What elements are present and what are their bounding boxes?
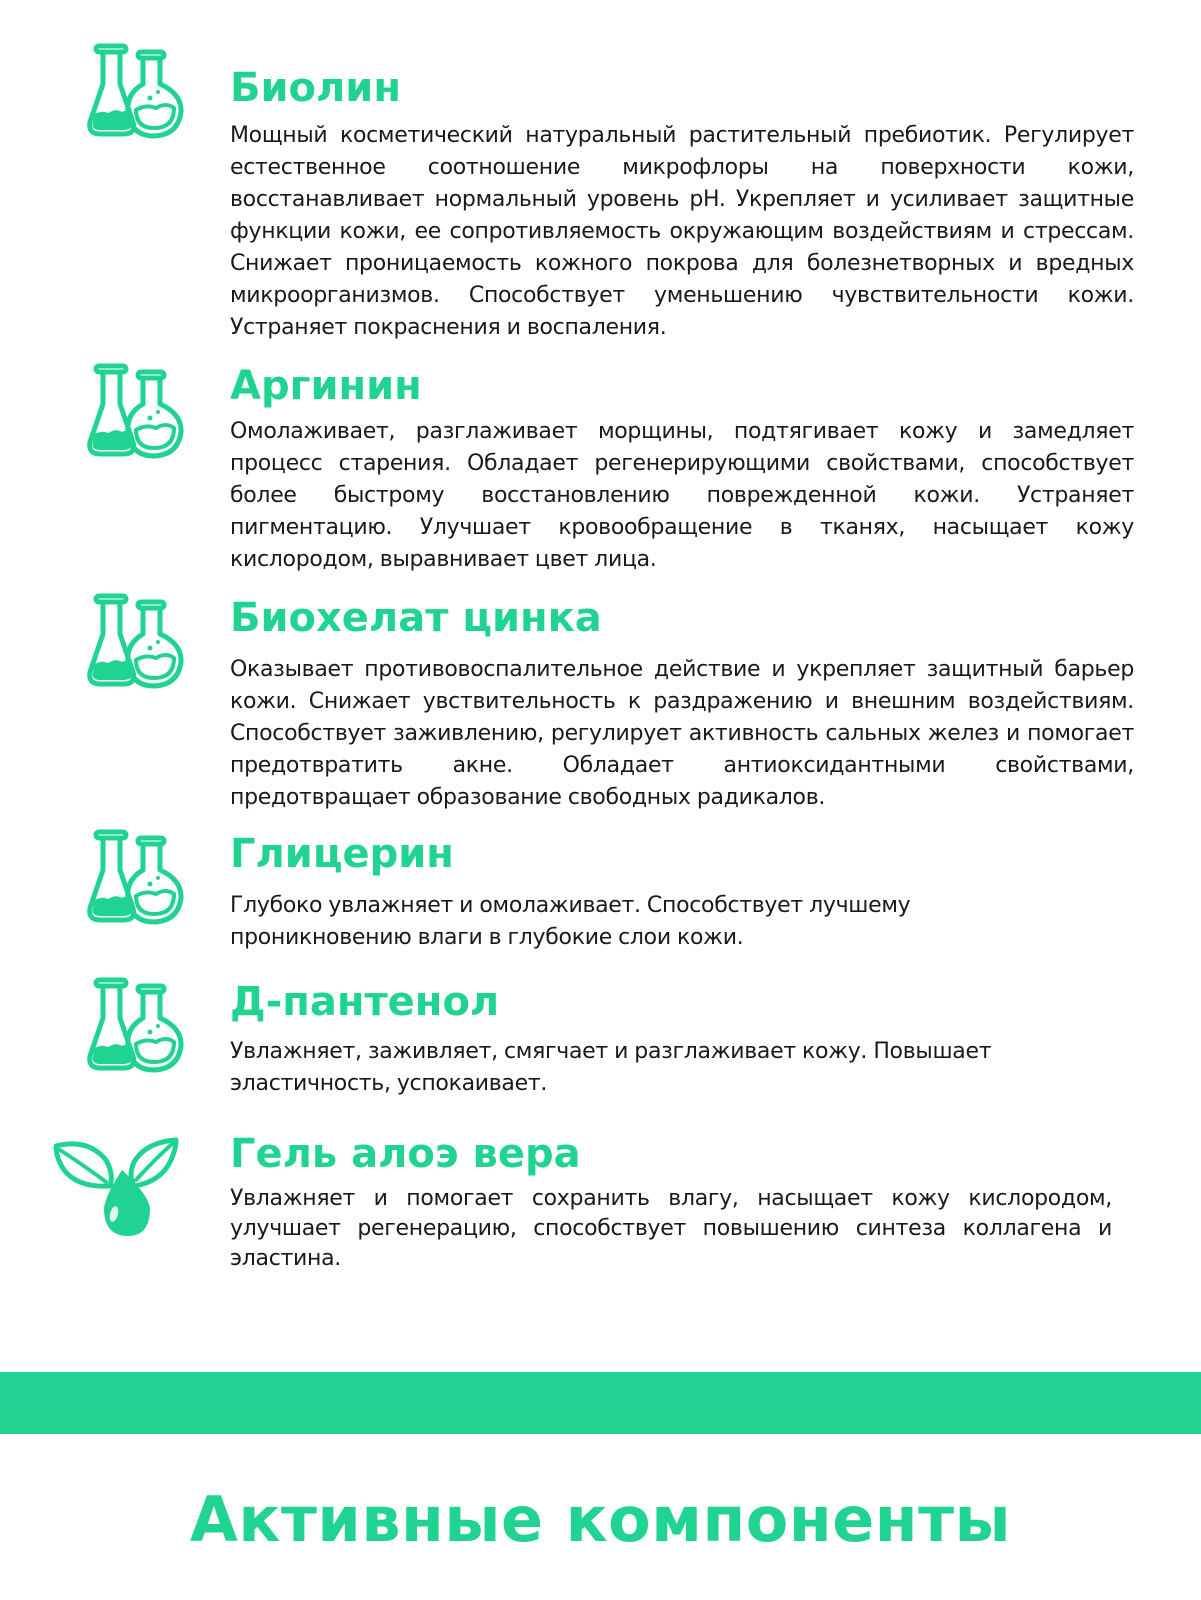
- accent-band: [0, 1372, 1201, 1434]
- flask-icon: [86, 828, 190, 928]
- ingredient-title: Глицерин: [230, 831, 454, 877]
- ingredient-description: Увлажняет и помогает сохранить влагу, насыщает кожу кислородом, улучшает регенерацию, способствует повышению синтеза коллагена и эластина.: [230, 1186, 1112, 1271]
- ingredient-description: Омолаживает, разглаживает морщины, подтягивает кожу и замедляет процесс старения. Обладает регенерирующими свойствами, способствует более быстрому восстановлению поврежденной кожи. Устраняет пигментацию. Улучшает кровообращение в тканях, насыщает кожу кислородом, выравнивает цвет лица.: [230, 419, 1134, 572]
- ingredient-title: Гель алоэ вера: [230, 1131, 581, 1177]
- ingredient-title: Биолин: [230, 65, 401, 111]
- flask-icon: [86, 976, 190, 1076]
- flask-icon: [86, 42, 190, 142]
- ingredient-description: Увлажняет, заживляет, смягчает и разглаживает кожу. Повышает эластичность, успокаивает.: [230, 1039, 992, 1096]
- ingredient-title: Аргинин: [230, 363, 422, 409]
- flask-icon: [86, 362, 190, 462]
- ingredient-description: Оказывает противовоспалительное действие и укрепляет защитный барьер кожи. Снижает увствительность к раздражению и внешним воздействиям. Способствует заживлению, регулирует активность сальных желез и помогает предотвратить акне. Обладает антиоксидантными свойствами, предотвращает образование свободных радикалов.: [230, 657, 1134, 810]
- page-title: Активные компоненты: [189, 1483, 1012, 1556]
- ingredient-title: Биохелат цинка: [230, 595, 602, 641]
- flask-icon: [86, 592, 190, 692]
- ingredient-description: Мощный косметический натуральный растительный пребиотик. Регулирует естественное соотношение микрофлоры на поверхности кожи, восстанавливает нормальный уровень pH. Укрепляет и усиливает защитные функции кожи, ее сопротивляемость окружающим воздействиям и стрессам. Снижает проницаемость кожного покрова для болезнетворных и вредных микроорганизмов. Способствует уменьшению чувствительности кожи. Устраняет покраснения и воспаления.: [230, 123, 1134, 340]
- ingredient-description: Глубоко увлажняет и омолаживает. Способствует лучшему проникновению влаги в глубокие слои кожи.: [230, 893, 911, 950]
- leaf-drop-icon: [48, 1136, 184, 1240]
- ingredient-title: Д-пантенол: [230, 979, 500, 1025]
